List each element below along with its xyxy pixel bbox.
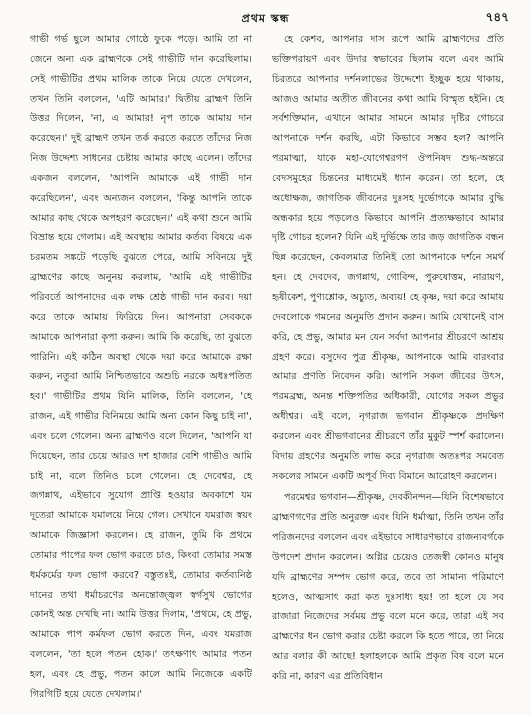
right-paragraph-2: পরমেশ্বর ভগবান—শ্রীকৃষ্ণ, দেবকীনন্দন—যিনি বিশেষভাবে ব্রাহ্মণগণের প্রতি অনুরক্ত এবং যিনি ধর্মাত্মা, তিনি তখন তাঁর পরিজনদের বললেন এবং এইভাবে সাধারণভাবে রাজন্যবর্গকে উপদেশ প্রদান করলেন। অগ্নির চেয়েও তেজস্বী কোনও মানুষ যদি ব্রাহ্মণের সম্পদ ভোগ করে, তবে তা সামান্য পরিমাণে হলেও, আত্মসাৎ করা কত দুঃসাধ্য হয়! তা হলে যে সব রাজারা নিজেদের সর্বময় প্রভু বলে মনে করে, তারা এই সব ব্রাহ্মণের ধন ভোগ করার চেষ্টা করলে কি হতে পারে, তা নিয়ে আর বলার কী আছে! হলাহলকে আমি প্রকৃত বিষ বলে মনে করি না, কারণ এর প্রতিবিধান: [272, 492, 504, 682]
right-text-column: [272, 30, 504, 687]
left-text-column: [30, 30, 252, 705]
left-paragraph-1: গাভী গর্ভ ছুলে আমার গোষ্ঠে ফুকে পড়ে। আমি তা না জেনে অন্য এক ব্রাহ্মণকে সেই গাভীটি দান করেছিলাম। সেই গাভীটির প্রথম মালিক তাকে নিয়ে যেতে দেখলেন, তখন তিনি বললেন, 'এটি আমার।' দ্বিতীয় ব্রাহ্মণ তিনি উত্তর দিলেন, 'না, এ আমার! নৃপ তাকে আমায় দান করেছেন।' দুই ব্রাহ্মণ তখন তর্ক করতে করতে তাঁদের নিজ নিজ উদ্দেশ্য সাধনের চেষ্টায় আমার কাছে এলেন। তাঁদের একজন বললেন, 'আপনি আমাকে এই গাভী দান করেছিলেন', এবং অন্যজন বললেন, 'কিন্তু আপনি তাকে আমার কাছ থেকে অপহরণ করেছেন।' এই কথা শুনে আমি বিভ্রান্ত হয়ে গেলাম। এই অবস্থায় আমার কর্তব্য বিষয়ে এক চরমতম সঙ্কটে পড়েছি বুঝতে পেরে, আমি সবিনয়ে দুই ব্রাহ্মণের কাছে অনুনয় করলাম, 'আমি এই গাভীটির পরিবর্তে আপনাদের এক লক্ষ শ্রেষ্ঠ গাভী দান করব। দয়া করে তাকে আমায় ফিরিয়ে দিন। আপনারা সেবককে আমাকে আপনারা কৃপা করুন। আমি কি করেছি, তা বুঝতে পারিনি। এই কঠিন অবস্থা থেকে দয়া করে আমাকে রক্ষা করুন, নতুবা আমি নিশ্চিতভাবে অশুচি নরকে অধঃপতিত হব।' গাভীটির প্রথম যিনি মালিক, তিনি বললেন, 'হে রাজন, এই গাভীর বিনিময়ে আমি অন্য কোন কিছু চাই না', এবং চলে গেলেন। অন্য ব্রাহ্মণও বলে দিলেন, 'আপনি যা দিয়েছেন, তার চেয়ে আরও দশ হাজার বেশি গাভীও আমি চাই না, বলে তিনিও চলে গেলেন। হে দেবেশ্বর, হে জগন্নাথ, এইভাবে সুযোগ প্রাপ্তি হওয়ার অবকাশে যম দূতেরা আমাকে যমালয়ে নিয়ে গেল। সেখানে যমরাজ স্বয়ং আমাকে জিজ্ঞাসা করলেন। হে রাজন, তুমি কি প্রথমে তোমার পাপের ফল ভোগ করতে চাও, কিংবা তোমার সমস্ত ধর্মকর্মের ফল ভোগ করবে? বস্তুতঃই, তোমার কর্তব্যনিষ্ঠ দানের তথা ধর্মাচরণের অনন্তোজ্জ্বল স্বর্গসুখ ভোগের কোনই অন্ত দেখছি না। আমি উত্তর দিলাম, 'প্রথমে, হে প্রভু, আমাকে পাপ কর্মফল ভোগ করতে দিন, এবং যমরাজ বললেন, 'তা হলে পতন হোক।' তৎক্ষণাৎ আমার পতন হল, এবং হে প্রভু, পতন কালে আমি নিজেকে একটি গিরগিটি হয়ে যেতে দেখলাম।': [30, 34, 252, 700]
right-paragraph-1: হে কেশব, আপনার দাস রূপে আমি ব্রাহ্মণদের প্রতি ভক্তিপরায়ণ এবং উদার স্বভাবের ছিলাম বলে এবং আমি চিরতরে আপনার দর্শনলাভের উদ্দেশ্যে ইচ্ছুক হয়ে থাকায়, আজও আমার অতীত জীবনের কথা আমি বিস্মৃত হইনি। হে সর্বশক্তিমান, এখানে আমার সামনে আমার দৃষ্টির গোচরে আপনাকে দর্শন করছি, এটা কিভাবে সম্ভব হল? আপনি পরমাত্মা, যাকে মহা-যোগেশ্বরগণ ঔপনিষদ শুদ্ধ-অন্তরে বেদসমুহের চিন্তনের মাধ্যমেই ধ্যান করেন। তা হলে, হে অধোক্ষজ, জাগতিক জীবনের দুঃসহ দুর্ভোগকে আমার বুদ্ধি অন্ধকার হয়ে পড়লেও কিভাবে আপনি প্রত্যক্ষভাবে আমার দৃষ্টি গোচর হলেন? যিনি এই দুর্ভিক্ষে তার জড় জাগতিক বন্ধন ছিন্ন করেছেন, কেবলমাত্র তিনিই তো আপনাকে দর্শনে সমর্থ হন। হে দেবদেব, জগন্নাথ, গোবিন্দ, পুরুষোত্তম, নারায়ণ, হৃষীকেশ, পুণ্যশ্লোক, অচ্যুত, অব্যয়! হে কৃষ্ণ, দয়া করে আমায় দেবলোকে গমনের অনুমতি প্রদান করুন। আমি যেখানেই বাস করি, হে প্রভু, আমার মন যেন সর্বদা আপনার শ্রীচরণে আশ্রয় গ্রহণ করে। বসুদেব পুত্র শ্রীকৃষ্ণ, আপনাকে আমি বারংবার আমার প্রণতি নিবেদন করি। আপনি সকল জীবের উৎস, পরমব্রহ্ম, অনন্ত শক্তিপতির অধিকারী, যোগের সকল প্রভুর অধীশ্বর। এই বলে, নৃগরাজ ভগবান শ্রীকৃষ্ণকে প্রদক্ষিণ করলেন এবং শ্রীভগবানের শ্রীচরণে তাঁর মুকুট স্পর্শ করালেন। বিদায় গ্রহণের অনুমতি লাভ করে নৃগরাজ অতঃপর সমবেত সকলের সামনে একটি অপূর্ব দিব্য বিমানে আরোহণ করলেন।: [272, 34, 504, 482]
page-header: [0, 8, 531, 28]
running-title: প্রথম স্কন্ধ: [241, 12, 290, 25]
page-number: ৭৪৭: [485, 10, 509, 24]
